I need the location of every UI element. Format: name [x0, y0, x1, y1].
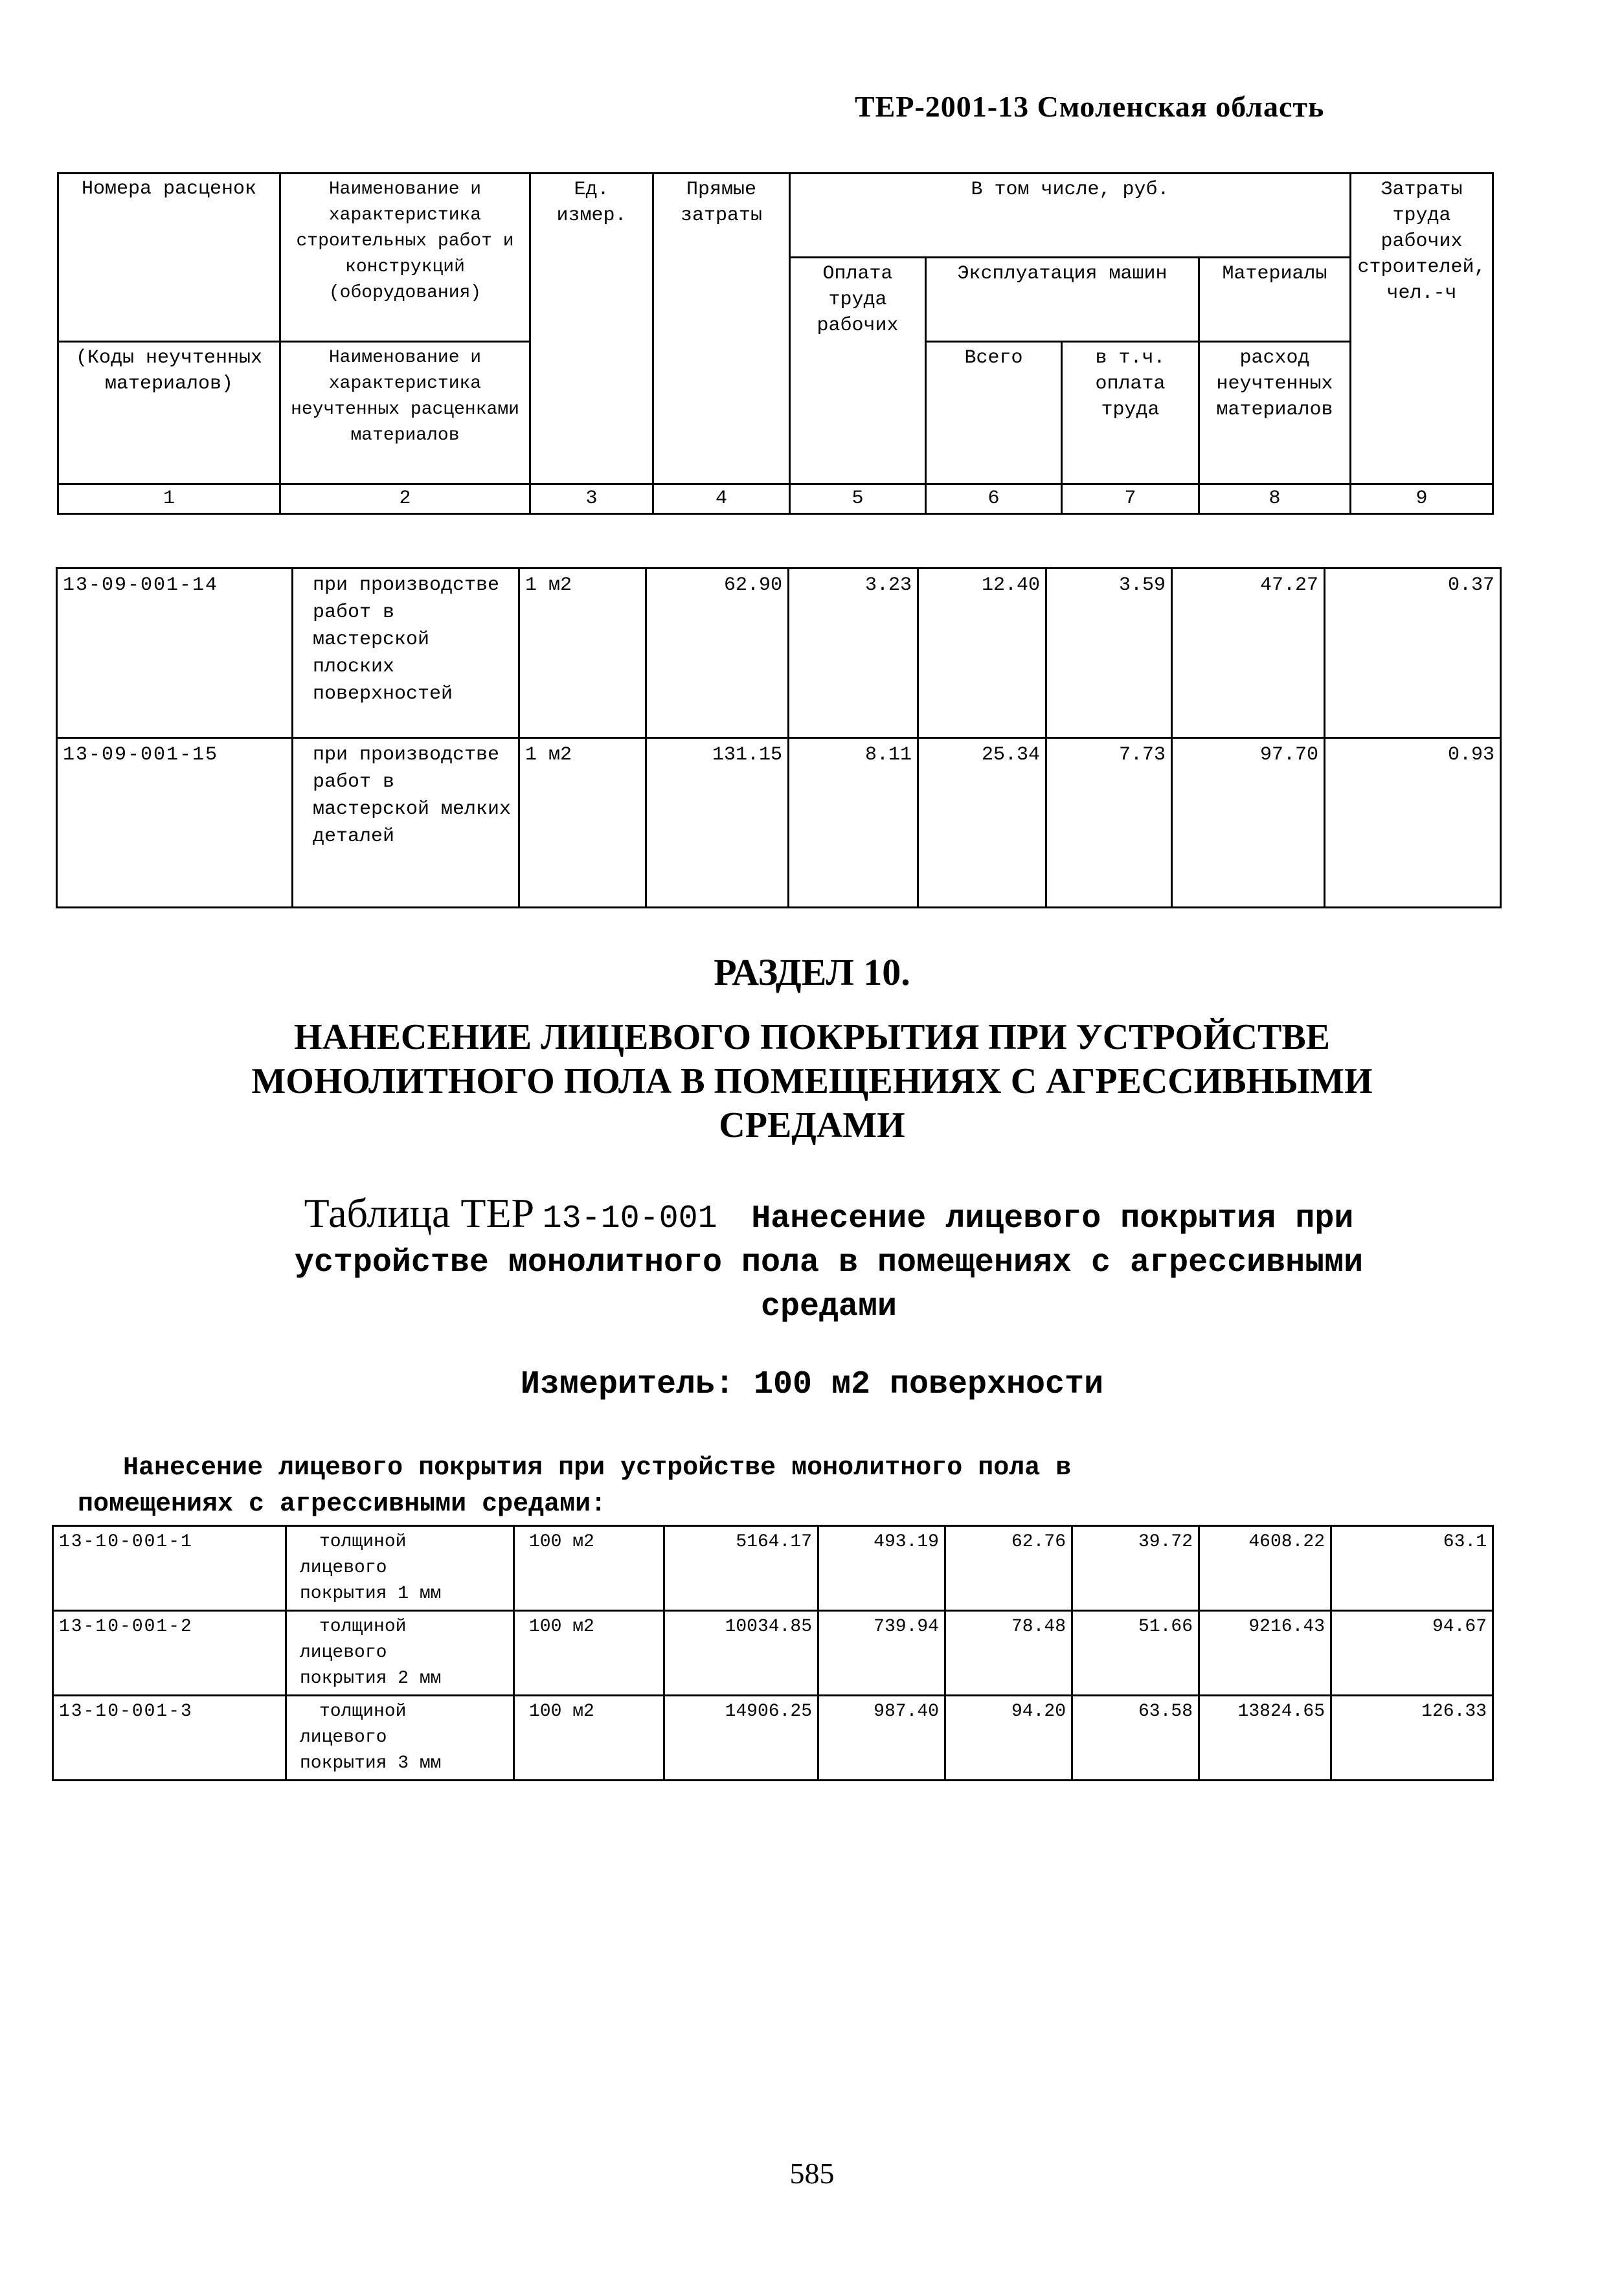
rate-labor-cost: 3.23	[789, 568, 918, 738]
col-unaccounted-codes-header: (Коды неучтенных материалов)	[58, 342, 280, 484]
table-subheading	[78, 1450, 1567, 1523]
rate-labor-cost: 8.11	[789, 738, 918, 908]
section-title-line-1: НАНЕСЕНИЕ ЛИЦЕВОГО ПОКРЫТИЯ ПРИ УСТРОЙСТВЕ	[293, 1017, 1331, 1057]
rate-direct-cost: 10034.85	[664, 1611, 818, 1696]
rate-unit: 100 м2	[514, 1611, 664, 1696]
rate-machines-labor-cost: 39.72	[1072, 1526, 1199, 1611]
rate-machines-labor-cost: 7.73	[1046, 738, 1172, 908]
col-machines-labor-header: в т.ч. оплата труда	[1062, 342, 1199, 484]
rate-machines-cost: 12.40	[918, 568, 1046, 738]
table-subheading-line-1: Нанесение лицевого покрытия при устройстве монолитного пола в	[123, 1454, 1072, 1483]
table-title	[117, 1191, 1541, 1329]
rate-unit: 1 м2	[519, 738, 646, 908]
col-codes-spacer	[58, 258, 280, 342]
rate-labor-hours: 0.93	[1325, 738, 1501, 908]
col-labor-hours-header: Затраты труда рабочих строителей, чел.-ч	[1351, 174, 1493, 484]
table-row	[57, 568, 1501, 738]
rate-unit: 100 м2	[514, 1696, 664, 1781]
col-machines-group-header: Эксплуатация машин	[926, 258, 1199, 342]
col-breakdown-group-header: В том числе, руб.	[790, 174, 1351, 258]
table-row	[53, 1526, 1493, 1611]
table-title-code: 13-10-001	[542, 1200, 717, 1237]
col-number-3: 3	[530, 484, 653, 514]
rate-labor-hours: 0.37	[1325, 568, 1501, 738]
rate-code: 13-09-001-14	[57, 568, 293, 738]
rate-direct-cost: 62.90	[646, 568, 789, 738]
rate-materials-cost: 4608.22	[1199, 1526, 1331, 1611]
rate-name-line-3: покрытия 3 мм	[300, 1753, 442, 1773]
rate-name-line-1: толщиной	[319, 1702, 407, 1722]
rate-machines-cost: 25.34	[918, 738, 1046, 908]
rate-name	[286, 1526, 514, 1611]
rate-unit: 1 м2	[519, 568, 646, 738]
rate-name-line-2: лицевого	[300, 1558, 387, 1578]
table-title-line-2: устройстве монолитного пола в помещениях с агрессивными	[294, 1244, 1364, 1281]
col-unit-header: Ед. измер.	[530, 174, 653, 484]
rate-machines-cost: 94.20	[945, 1696, 1072, 1781]
rate-direct-cost: 5164.17	[664, 1526, 818, 1611]
measurement-unit: Измеритель: 100 м2 поверхности	[520, 1366, 1104, 1403]
rate-materials-cost: 97.70	[1172, 738, 1325, 908]
col-unaccounted-name-header: Наименование и характеристика неучтенных расценками материалов	[280, 342, 530, 484]
rate-machines-cost: 78.48	[945, 1611, 1072, 1696]
col-unaccounted-consumption-header: расход неучтенных материалов	[1199, 342, 1351, 484]
col-number-2: 2	[280, 484, 530, 514]
rate-code: 13-09-001-15	[57, 738, 293, 908]
rate-name-line-1: толщиной	[319, 1617, 407, 1637]
rate-name-line-2: лицевого	[300, 1643, 387, 1663]
rate-name-line-3: покрытия 2 мм	[300, 1669, 442, 1689]
col-number-6: 6	[926, 484, 1062, 514]
rate-machines-cost: 62.76	[945, 1526, 1072, 1611]
rate-labor-cost: 493.19	[818, 1526, 945, 1611]
table-subheading-line-2: помещениях с агрессивными средами:	[78, 1490, 607, 1519]
col-number-8: 8	[1199, 484, 1351, 514]
rate-materials-cost: 9216.43	[1199, 1611, 1331, 1696]
section-title-line-3: СРЕДАМИ	[719, 1105, 905, 1145]
rate-name-line-1: толщиной	[319, 1532, 407, 1552]
col-number-1: 1	[58, 484, 280, 514]
rate-name-line-2: лицевого	[300, 1727, 387, 1748]
col-number-5: 5	[790, 484, 926, 514]
rate-code: 13-10-001-3	[53, 1696, 286, 1781]
rate-name	[286, 1611, 514, 1696]
col-number-4: 4	[653, 484, 790, 514]
rate-labor-hours: 126.33	[1331, 1696, 1493, 1781]
rates-table-13-10	[52, 1525, 1494, 1781]
rate-code: 13-10-001-1	[53, 1526, 286, 1611]
running-header: ТЕР-2001-13 Смоленская область	[855, 90, 1325, 123]
column-header-table	[57, 172, 1494, 515]
rate-materials-cost: 47.27	[1172, 568, 1325, 738]
rate-name-line-3: покрытия 1 мм	[300, 1584, 442, 1604]
rates-table-13-09	[56, 567, 1502, 908]
col-codes-header: Номера расценок	[58, 174, 280, 258]
rate-unit: 100 м2	[514, 1526, 664, 1611]
col-labor-header: Оплата труда рабочих	[790, 258, 926, 484]
col-materials-header: Материалы	[1199, 258, 1351, 342]
rate-machines-labor-cost: 51.66	[1072, 1611, 1199, 1696]
table-title-prefix: Таблица ТЕР	[304, 1190, 535, 1236]
rate-labor-cost: 739.94	[818, 1611, 945, 1696]
rate-machines-labor-cost: 3.59	[1046, 568, 1172, 738]
table-row	[53, 1611, 1493, 1696]
table-row	[53, 1696, 1493, 1781]
rate-name: при производстве работ в мастерской плоских поверхностей	[293, 568, 519, 738]
section-number: РАЗДЕЛ 10.	[714, 951, 910, 993]
section-title-line-2: МОНОЛИТНОГО ПОЛА В ПОМЕЩЕНИЯХ С АГРЕССИВНЫМИ	[251, 1061, 1373, 1101]
table-title-line-3: средами	[760, 1288, 897, 1325]
page-number: 585	[789, 2157, 835, 2190]
rate-code: 13-10-001-2	[53, 1611, 286, 1696]
rate-labor-hours: 94.67	[1331, 1611, 1493, 1696]
col-number-9: 9	[1351, 484, 1493, 514]
rate-name	[286, 1696, 514, 1781]
rate-labor-cost: 987.40	[818, 1696, 945, 1781]
col-name-header: Наименование и характеристика строительных работ и конструкций (оборудования)	[280, 174, 530, 342]
rate-direct-cost: 14906.25	[664, 1696, 818, 1781]
rate-machines-labor-cost: 63.58	[1072, 1696, 1199, 1781]
table-row	[57, 738, 1501, 908]
section-title	[0, 1015, 1624, 1147]
col-direct-header: Прямые затраты	[653, 174, 790, 484]
col-machines-total-header: Всего	[926, 342, 1062, 484]
table-title-line-1: Нанесение лицевого покрытия при	[751, 1200, 1354, 1237]
col-number-7: 7	[1062, 484, 1199, 514]
rate-materials-cost: 13824.65	[1199, 1696, 1331, 1781]
rate-name: при производстве работ в мастерской мелких деталей	[293, 738, 519, 908]
rate-direct-cost: 131.15	[646, 738, 789, 908]
rate-labor-hours: 63.1	[1331, 1526, 1493, 1611]
